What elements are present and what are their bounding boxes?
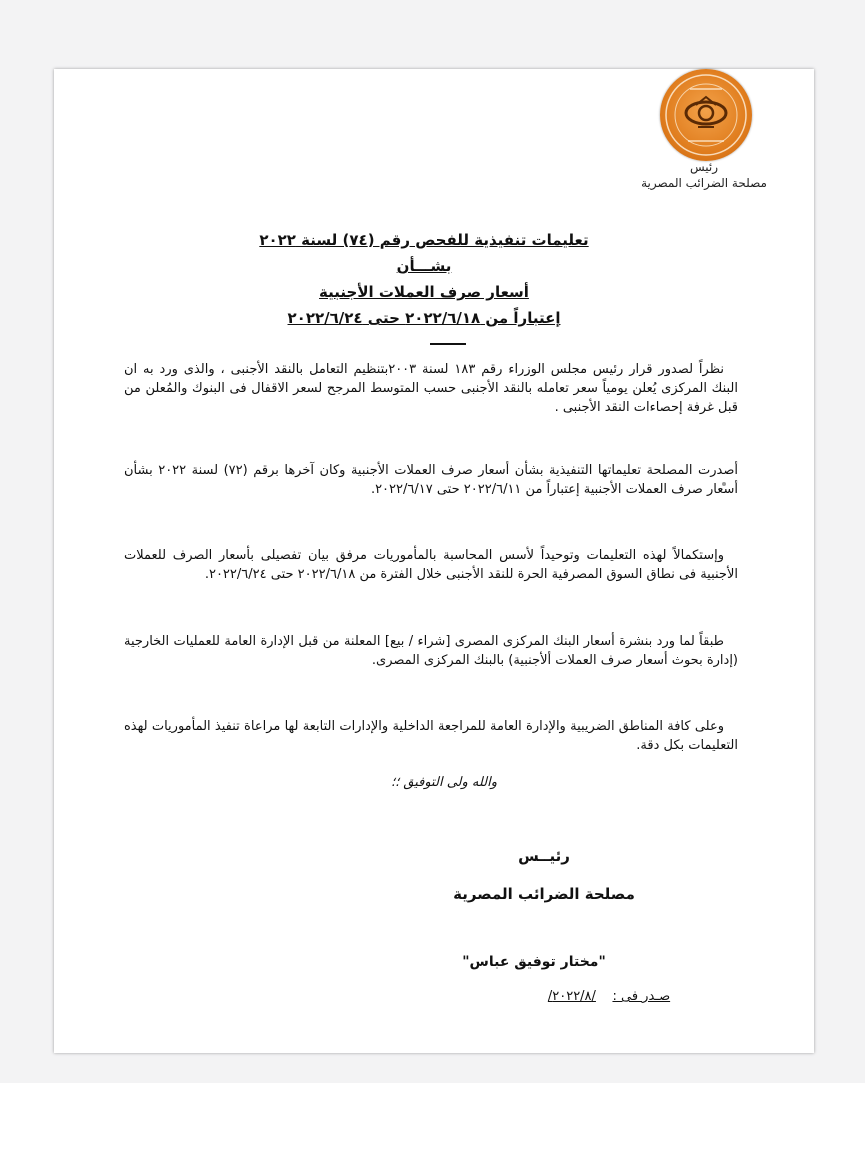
issued-date [514,989,704,1004]
title-divider [430,343,466,345]
seal-icon [660,69,752,161]
signature-title: رئيــس [518,847,570,865]
letterhead-title: رئيس [689,160,719,174]
title-period: إعتباراً من ٢٠٢٢/٦/١٨ حتى ٢٠٢٢/٦/٢٤ [287,309,561,327]
paragraph-4: طبقاً لما ورد بنشرة أسعار البنك المركزى المصرى [شراء / بيع] المعلنة من قبل الإدارة العامة للعمليات الخارجية (إدارة بحوث أسعار صرف العملات ألأجنبية) بالبنك المركزى المصرى. [124,634,738,668]
letterhead [614,159,794,191]
issued-label: صـدر فى : [612,989,671,1004]
document-page [54,69,814,1053]
signature-org: مصلحة الضرائب المصرية [453,885,635,903]
background-bottom [0,1083,865,1149]
letterhead-org: مصلحة الضرائب المصرية [641,176,767,190]
paragraph-5: وعلى كافة المناطق الضريبية والإدارة العامة للمراجعة الداخلية والإدارات التابعة لها مراعاة تنفيذ المأموريات لهذه التعليمات بكل دقة. [124,719,738,753]
paragraph-3: وإستكمالاً لهذه التعليمات وتوحيداً لأسس المحاسبة بالمأموريات مرفق بيان تفصيلى بأسعار الصرف للعملات الأجنبية فى نطاق السوق المصرفية الحرة للنقد الأجنبى خلال الفترة من ٢٠٢٢/٦/١٨ حتى ٢٠٢٢/٦/٢٤. [124,548,738,582]
signature-name: "مختار توفيق عباس" [462,954,606,970]
paragraph-1: نظراً لصدور قرار رئيس مجلس الوزراء رقم ١٨٣ لسنة ٢٠٠٣بتنظيم التعامل بالنقد الأجنبى ، والذى ورد به ان البنك المركزى يُعلن يومياً سعر تعامله بالنقد الأجنبى حسب المتوسط المرجح لسعر الاقفال فى البنوك والمُعلن من قبل غرفة إحصاءات النقد الأجنبى . [124,362,738,415]
title-subject-label: بشـــأن [396,257,452,275]
document-title [164,227,684,331]
paragraph-2: أصدرت المصلحة تعليماتها التنفيذية بشأن أسعار صرف العملات الأجنبية وكان آخرها برقم (٧٢) لسنة ٢٠٢٢ بشأن أسعار صرف العملات الأجنبية إعتباراً من ٢٠٢٢/٦/١١ حتى ٢٠٢٢/٦/١٧. [124,463,738,497]
issued-date-value: /٢٠٢٢/٨/ [547,989,596,1004]
title-subject: أسعار صرف العملات الأجنبية [319,283,529,301]
title-reference: تعليمات تنفيذية للفحص رقم (٧٤) لسنة ٢٠٢٢ [259,231,589,249]
closing-phrase: والله ولى التوفيق ؛؛ [390,775,498,790]
